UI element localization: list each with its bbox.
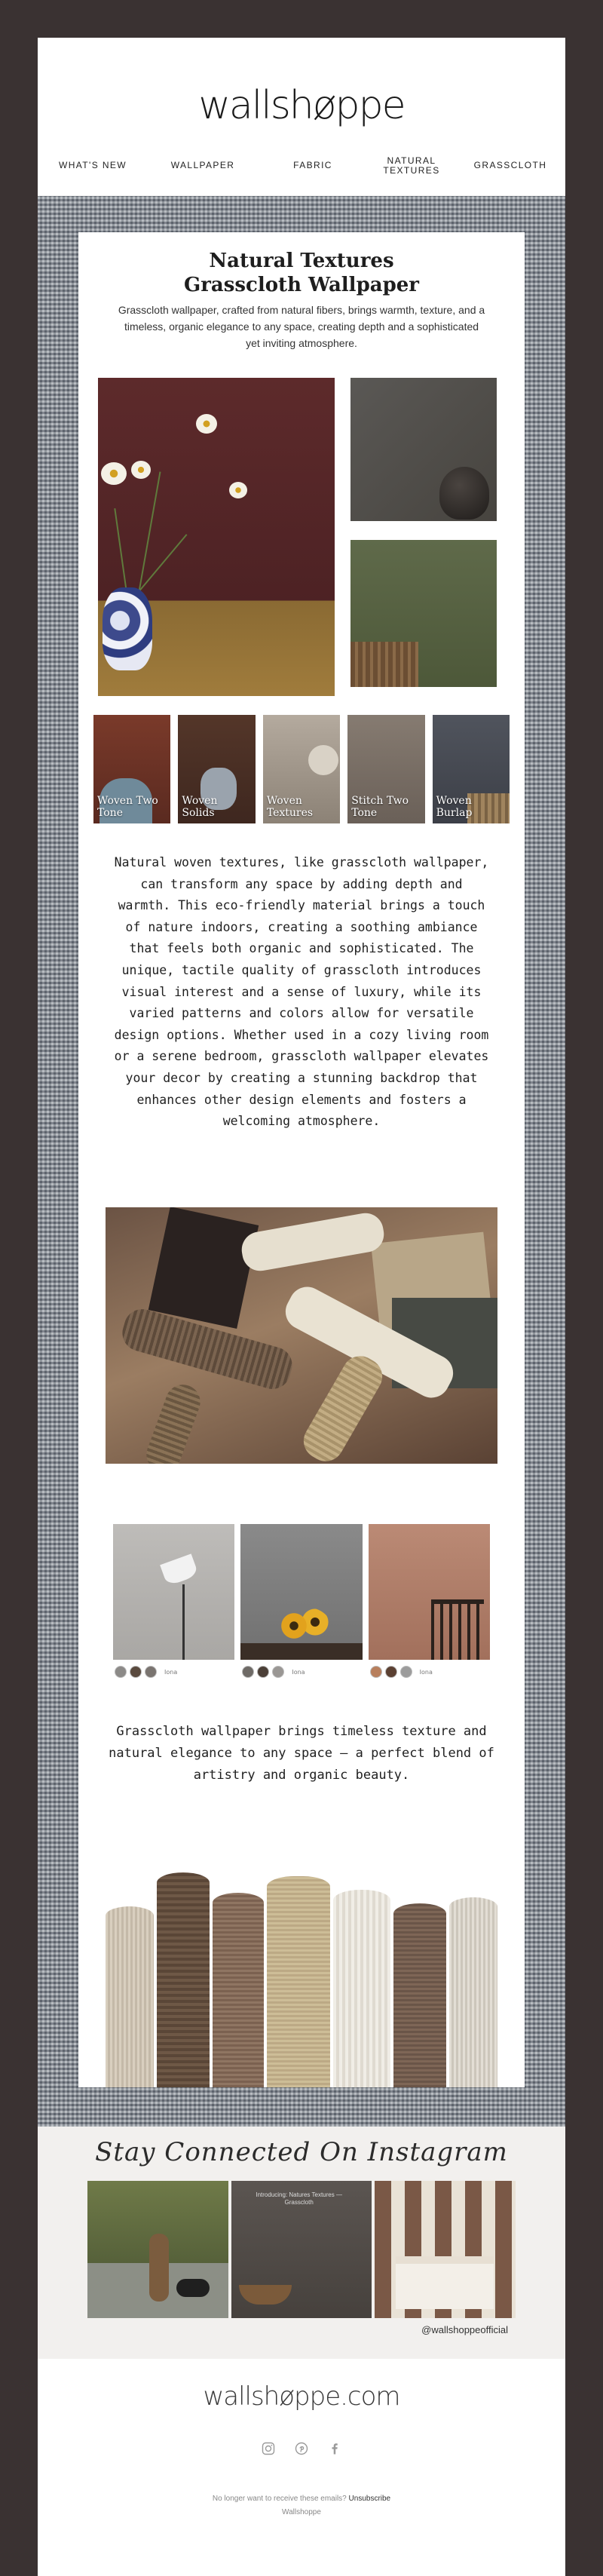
- fabric-background: [38, 196, 565, 2127]
- person-walking: [149, 2234, 169, 2302]
- photo-gray-grasscloth[interactable]: [350, 378, 497, 521]
- poppy-flower: [131, 461, 151, 479]
- social-links: [38, 2440, 565, 2457]
- standing-rolls-photo[interactable]: [106, 1869, 497, 2087]
- bowl: [239, 2285, 292, 2305]
- instagram-handle[interactable]: @wallshoppeofficial: [421, 2324, 508, 2335]
- color-dot[interactable]: [385, 1666, 397, 1678]
- facebook-icon[interactable]: [326, 2440, 343, 2457]
- wallpaper-roll: [142, 1380, 205, 1464]
- hero-subtitle: Grasscloth wallpaper, crafted from natural fibers, brings warmth, texture, and a timeless, organic elegance to any space, creating depth and a sophisticated yet inviting atmosphere.: [118, 304, 485, 349]
- footer-brand: Wallshoppe: [282, 2508, 321, 2516]
- nav-wallpaper[interactable]: WALLPAPER: [170, 160, 235, 170]
- standing-roll: [393, 1903, 446, 2087]
- product-card[interactable]: [113, 1524, 234, 1678]
- product-name: Iona: [419, 1668, 433, 1676]
- color-options: [369, 1666, 490, 1678]
- swatch-woven-solids[interactable]: [178, 715, 255, 823]
- dark-chair: [431, 1599, 484, 1660]
- product-row: [113, 1524, 490, 1678]
- swatch-woven-two-tone[interactable]: [93, 715, 170, 823]
- dog: [176, 2279, 210, 2297]
- swatch-label: Woven Two Tone: [97, 795, 158, 819]
- color-dot[interactable]: [145, 1666, 157, 1678]
- flower-stem: [114, 508, 128, 598]
- nav-fabric[interactable]: FABRIC: [293, 160, 332, 170]
- poppy-flower: [196, 414, 217, 434]
- flower-stem: [133, 534, 187, 599]
- quote-text: Grasscloth wallpaper brings timeless texture and natural elegance to any space — a perfect blend of artistry and organic beauty.: [109, 1724, 494, 1783]
- table: [240, 1643, 362, 1660]
- footer-logo[interactable]: wallshøppe.com: [203, 2381, 400, 2412]
- product-card[interactable]: [369, 1524, 490, 1678]
- content-card: [78, 232, 525, 2087]
- wallpaper-roll: [239, 1210, 387, 1274]
- product-image[interactable]: [240, 1524, 362, 1660]
- wallpaper-roll: [297, 1350, 389, 1464]
- photo-wallpaper-rolls[interactable]: [106, 1207, 497, 1464]
- swatch-stitch-two-tone[interactable]: [347, 715, 424, 823]
- color-options: [240, 1666, 362, 1678]
- dark-pot: [439, 467, 489, 520]
- color-dot[interactable]: [115, 1666, 127, 1678]
- instagram-section: [38, 2127, 565, 2359]
- unsubscribe-text: No longer want to receive these emails?: [212, 2495, 347, 2503]
- color-dot[interactable]: [400, 1666, 412, 1678]
- lamp-stand: [182, 1584, 185, 1660]
- standing-roll: [333, 1890, 390, 2087]
- instagram-post[interactable]: [375, 2181, 516, 2318]
- lamp-shade: [160, 1553, 199, 1586]
- pinterest-icon[interactable]: [293, 2440, 310, 2457]
- swatch-sheet: [148, 1207, 259, 1329]
- swatch-woven-textures[interactable]: [263, 715, 340, 823]
- hero-title: [78, 249, 525, 297]
- rattan-chair: [350, 642, 418, 687]
- email-container: [38, 38, 565, 2576]
- standing-roll: [213, 1893, 264, 2087]
- instagram-title: Stay Connected On Instagram: [95, 2137, 508, 2167]
- product-name: Iona: [292, 1668, 305, 1676]
- swatch-row: [93, 715, 510, 823]
- bed: [396, 2256, 494, 2309]
- swatch-label: Woven Textures: [266, 795, 314, 819]
- swatch-label: Woven Solids: [182, 795, 218, 819]
- color-options: [113, 1666, 234, 1678]
- nav-natural-textures[interactable]: NATURAL TEXTURES: [383, 155, 440, 176]
- color-dot[interactable]: [370, 1666, 382, 1678]
- product-image[interactable]: [113, 1524, 234, 1660]
- color-dot[interactable]: [130, 1666, 142, 1678]
- instagram-post-caption: Introducing: Natures Textures — Grasscloth: [256, 2191, 342, 2206]
- hero-title-line1: Natural Textures: [209, 250, 394, 272]
- color-dot[interactable]: [257, 1666, 269, 1678]
- swatch-woven-burlap[interactable]: [433, 715, 510, 823]
- body-paragraph: Natural woven textures, like grasscloth wallpaper, can transform any space by adding depth and warmth. This eco-friendly material brings a touch of nature indoors, creating a soothing ambiance that feels both organic and sophisticated. The unique, tactile quality of grasscloth introduces visual interest and a sense of luxury, while its varied patterns and colors allow for versatile design options. Whether used in a cozy living room or a serene bedroom, grasscloth wallpaper elevates your decor by creating a stunning backdrop that enhances other design elements and fosters a welcoming atmosphere.: [114, 855, 489, 1129]
- poppy-flower: [229, 482, 247, 498]
- brand-logo[interactable]: wallshøppe: [198, 83, 405, 128]
- color-dot[interactable]: [242, 1666, 254, 1678]
- poppy-flower: [101, 462, 127, 485]
- product-image[interactable]: [369, 1524, 490, 1660]
- footer: [38, 2359, 565, 2576]
- product-card[interactable]: [240, 1524, 362, 1678]
- unsubscribe-line: [38, 2495, 565, 2503]
- instagram-grid: [87, 2181, 516, 2318]
- instagram-post[interactable]: [87, 2181, 228, 2318]
- sunflowers: [278, 1607, 331, 1645]
- nav-whats-new[interactable]: WHAT'S NEW: [58, 160, 127, 170]
- main-nav: [38, 136, 565, 196]
- swatch-lamp: [308, 745, 338, 775]
- hero-photo-poppies[interactable]: [98, 378, 335, 696]
- standing-roll: [267, 1876, 330, 2087]
- nav-grasscloth[interactable]: GRASSCLOTH: [473, 160, 547, 170]
- photo-green-grasscloth[interactable]: [350, 540, 497, 687]
- blue-white-vase: [103, 587, 152, 670]
- product-name: Iona: [164, 1668, 178, 1676]
- unsubscribe-link[interactable]: Unsubscribe: [348, 2495, 391, 2503]
- standing-roll: [157, 1872, 210, 2087]
- swatch-label: Stitch Two Tone: [351, 795, 409, 819]
- instagram-post[interactable]: [231, 2181, 372, 2318]
- standing-roll: [106, 1906, 154, 2087]
- instagram-icon[interactable]: [260, 2440, 277, 2457]
- swatch-label: Woven Burlap: [436, 795, 473, 819]
- hero-title-line2: Grasscloth Wallpaper: [183, 274, 420, 296]
- standing-roll: [449, 1897, 497, 2087]
- color-dot[interactable]: [272, 1666, 284, 1678]
